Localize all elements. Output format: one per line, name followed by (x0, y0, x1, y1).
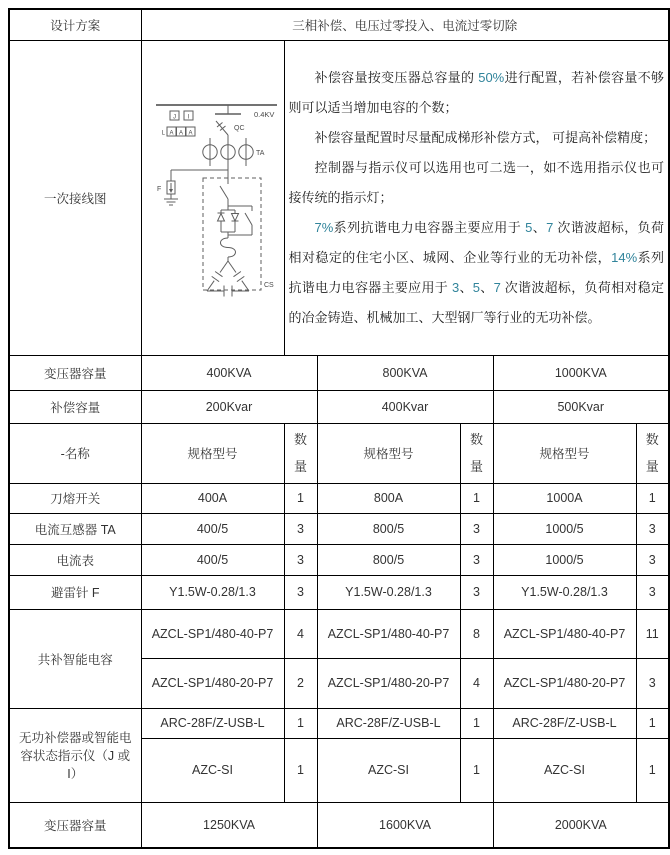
spec-cell: 400/5 (141, 544, 284, 575)
design-row (9, 9, 669, 40)
qty-cell: 3 (460, 544, 493, 575)
qc-label: QC (233, 124, 244, 132)
note-paragraph: 补偿容量按变压器总容量的 50%进行配置，若补偿容量不够则可以适当增加电容的个数； (288, 69, 665, 115)
capacity-value: 800KVA (317, 355, 493, 390)
thyristor-pair-symbol (217, 210, 238, 232)
note-paragraph: 7%系列抗谐电力电容器主要应用于 5、7 次谐波超标，负荷相对稳定的住宅小区、城网、企业等行业的无功补偿，14%系列抗谐电力电容器主要应用于 3、5、7 次谐波超标，负荷相对稳定的冶金铸造、机械加工、大型钢厂等行业的无功补偿。 (288, 219, 665, 325)
capacity-value: 400Kvar (317, 390, 493, 423)
qty-header: 数量 (460, 423, 493, 483)
spec-cell: Y1.5W-0.28/1.3 (141, 575, 284, 609)
ammeter-label: A (187, 130, 193, 136)
spec-cell: AZCL-SP1/480-20-P7 (493, 658, 636, 708)
qty-cell: 1 (636, 483, 669, 513)
j-label: J (172, 114, 176, 120)
transformer-capacity-row (9, 355, 669, 390)
ammeter-label: A (168, 130, 174, 136)
footer-transformer-capacity-row (9, 802, 669, 848)
reactor-symbol (220, 238, 235, 257)
spec-cell: 400A (141, 483, 284, 513)
capacity-value: 2000KVA (493, 802, 669, 848)
note-paragraph: 控制器与指示仪可以选用也可二选一，如不选用指示仪也可接传统的指示灯； (288, 159, 665, 205)
spec-cell: ARC-28F/Z-USB-L (493, 708, 636, 738)
component-row (9, 483, 669, 513)
spec-cell: 1000/5 (493, 513, 636, 544)
qty-cell: 1 (284, 483, 317, 513)
row-label: 变压器容量 (9, 355, 141, 390)
compensation-capacity-row (9, 390, 669, 423)
capacity-value: 200Kvar (141, 390, 317, 423)
diagram-label: 一次接线图 (9, 40, 141, 355)
qty-cell: 1 (284, 738, 317, 802)
table-header-row (9, 423, 669, 483)
component-label: 电流表 (9, 544, 141, 575)
spec-cell: ARC-28F/Z-USB-L (317, 708, 460, 738)
arrester-symbol (164, 170, 178, 205)
qc-switch-symbol (216, 121, 228, 135)
spec-cell: AZCL-SP1/480-40-P7 (317, 609, 460, 658)
group-label: 无功补偿器或智能电容状态指示仪（J 或 I） (9, 708, 141, 802)
spec-cell: AZCL-SP1/480-20-P7 (141, 658, 284, 708)
qty-cell: 3 (636, 658, 669, 708)
compensation-scheme-table (8, 8, 670, 849)
component-row (9, 544, 669, 575)
qty-cell: 1 (636, 708, 669, 738)
qty-cell: 3 (284, 544, 317, 575)
component-label: 刀熔开关 (9, 483, 141, 513)
component-row (9, 513, 669, 544)
group-row (9, 609, 669, 658)
spec-cell: 1000/5 (493, 544, 636, 575)
design-value: 三相补偿、电压过零投入、电流过零切除 (141, 9, 669, 40)
spec-cell: 400/5 (141, 513, 284, 544)
qty-cell: 1 (460, 483, 493, 513)
qty-cell: 1 (284, 708, 317, 738)
notes-cell (284, 40, 669, 355)
spec-cell: AZC-SI (493, 738, 636, 802)
one-line-diagram (146, 42, 285, 354)
spec-cell: ARC-28F/Z-USB-L (141, 708, 284, 738)
spec-header: 规格型号 (317, 423, 460, 483)
notes-text (289, 63, 665, 333)
group-row (9, 708, 669, 738)
spec-cell: AZCL-SP1/480-20-P7 (317, 658, 460, 708)
design-label: 设计方案 (9, 9, 141, 40)
ammeter-label: A (178, 130, 183, 136)
spec-header: 规格型号 (141, 423, 284, 483)
qty-header: 数量 (284, 423, 317, 483)
qty-cell: 2 (284, 658, 317, 708)
diagram-row (9, 40, 669, 355)
qty-cell: 1 (636, 738, 669, 802)
wiring-diagram-cell (141, 40, 284, 355)
note-paragraph: 补偿容量配置时尽量配成梯形补偿方式， 可提高补偿精度； (314, 129, 657, 145)
capacity-value: 1000KVA (493, 355, 669, 390)
spec-cell: Y1.5W-0.28/1.3 (493, 575, 636, 609)
qty-cell: 1 (460, 738, 493, 802)
spec-cell: 800/5 (317, 513, 460, 544)
qty-cell: 3 (460, 575, 493, 609)
delta-capacitor-symbol (207, 261, 249, 297)
component-label: 避雷针 F (9, 575, 141, 609)
i-label: I (187, 114, 189, 120)
spec-cell: 1000A (493, 483, 636, 513)
qty-cell: 3 (636, 575, 669, 609)
qty-cell: 3 (636, 544, 669, 575)
row-label: 补偿容量 (9, 390, 141, 423)
spec-cell: 800A (317, 483, 460, 513)
qty-cell: 4 (284, 609, 317, 658)
qty-cell: 4 (460, 658, 493, 708)
qty-cell: 8 (460, 609, 493, 658)
cs-label: CS (263, 281, 274, 289)
group-label: 共补智能电容 (9, 609, 141, 708)
l-label: L (161, 130, 165, 136)
component-row (9, 575, 669, 609)
spec-cell: 800/5 (317, 544, 460, 575)
bus-voltage-label: 0.4KV (253, 109, 274, 119)
spec-cell: AZCL-SP1/480-40-P7 (141, 609, 284, 658)
qty-cell: 11 (636, 609, 669, 658)
qty-header: 数量 (636, 423, 669, 483)
capacity-value: 1250KVA (141, 802, 317, 848)
spec-cell: Y1.5W-0.28/1.3 (317, 575, 460, 609)
qty-cell: 1 (460, 708, 493, 738)
ta-label: TA (255, 149, 264, 157)
spec-cell: AZCL-SP1/480-40-P7 (493, 609, 636, 658)
capacity-value: 400KVA (141, 355, 317, 390)
spec-header: 规格型号 (493, 423, 636, 483)
qty-cell: 3 (284, 575, 317, 609)
capacity-value: 1600KVA (317, 802, 493, 848)
qty-cell: 3 (284, 513, 317, 544)
component-label: 电流互感器 TA (9, 513, 141, 544)
qty-cell: 3 (636, 513, 669, 544)
f-label: F (156, 185, 161, 193)
name-header: -名称 (9, 423, 141, 483)
spec-cell: AZC-SI (317, 738, 460, 802)
spec-cell: AZC-SI (141, 738, 284, 802)
qty-cell: 3 (460, 513, 493, 544)
row-label: 变压器容量 (9, 802, 141, 848)
capacity-value: 500Kvar (493, 390, 669, 423)
